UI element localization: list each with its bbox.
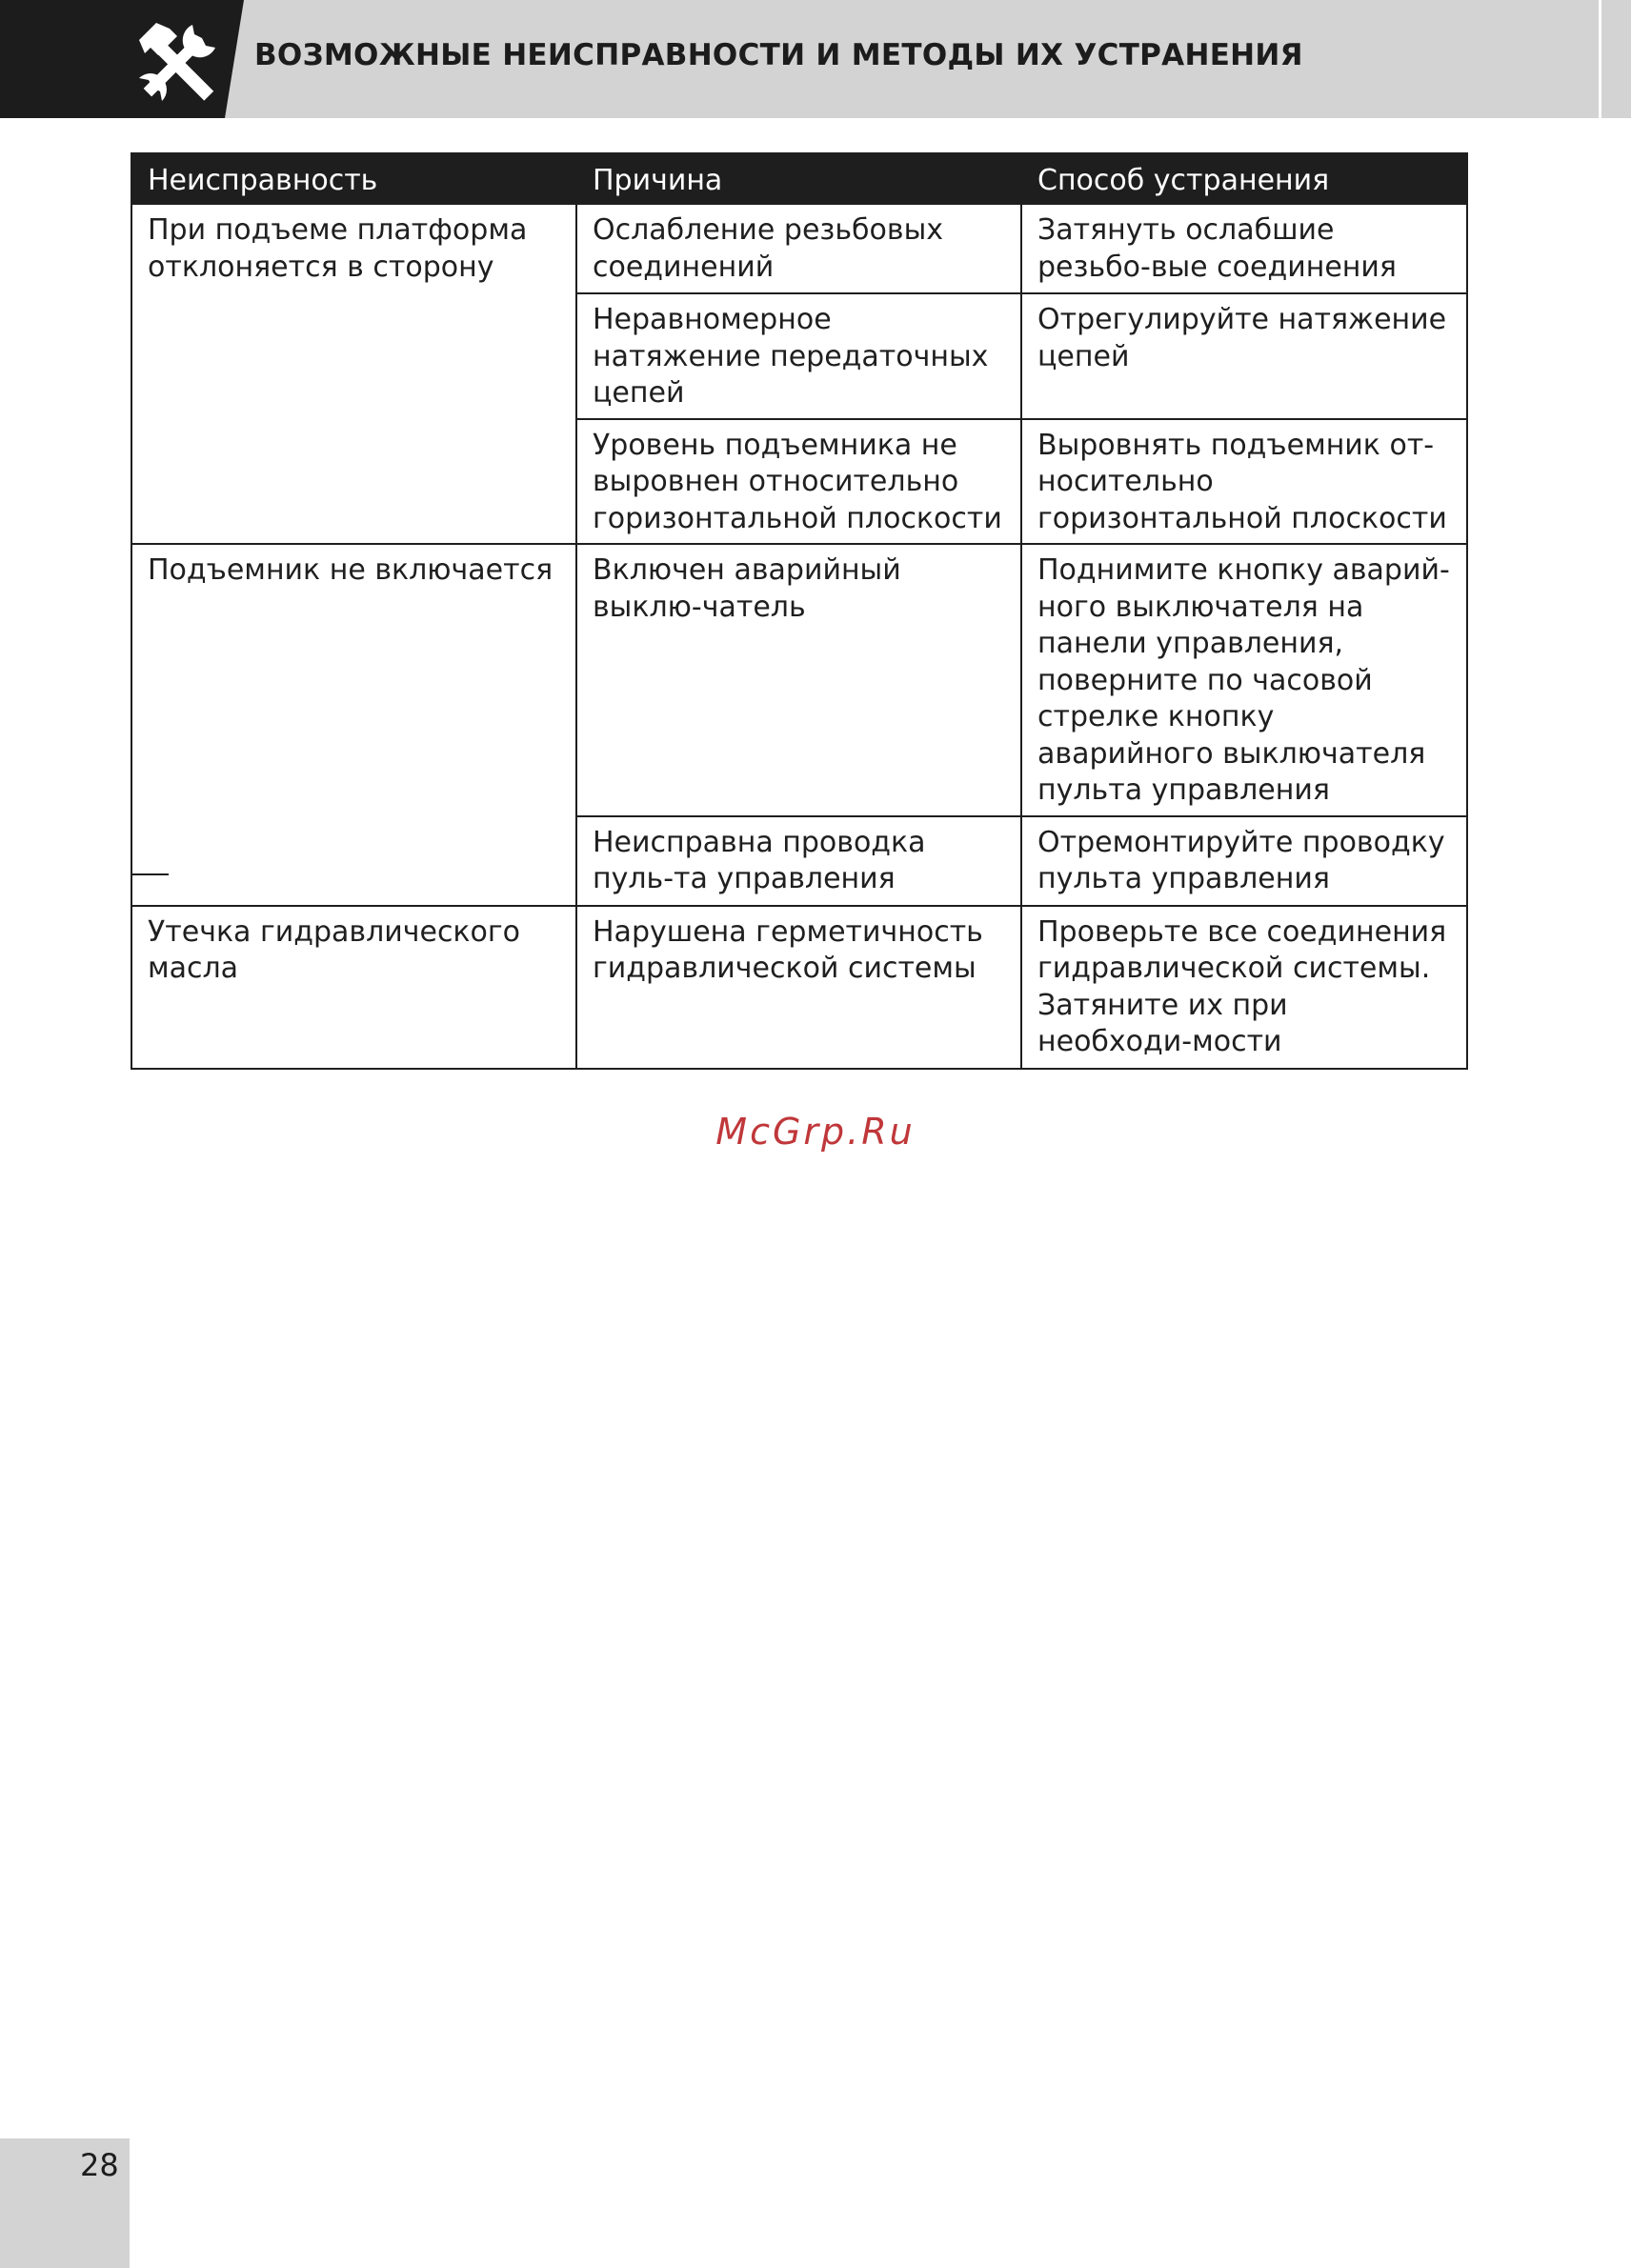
page-title: ВОЗМОЖНЫЕ НЕИСПРАВНОСТИ И МЕТОДЫ ИХ УСТРАНЕНИЯ bbox=[254, 38, 1303, 72]
remedy-cell: Отремонтируйте проводку пульта управления bbox=[1021, 816, 1467, 906]
remedy-cell: Затянуть ослабшие резьбо-вые соединения bbox=[1021, 204, 1467, 293]
cause-cell: Включен аварийный выклю-чатель bbox=[576, 544, 1021, 816]
page-number: 28 bbox=[80, 2147, 119, 2183]
cause-cell: Уровень подъемника не выровнен относительно горизонтальной плоскости bbox=[576, 419, 1021, 545]
fault-cell: Утечка гидравлического масла bbox=[131, 906, 576, 1069]
header-icon-block bbox=[0, 0, 244, 118]
fault-cell: Подъемник не включается bbox=[131, 544, 576, 906]
column-header-fault: Неисправность bbox=[131, 153, 576, 204]
cause-cell: Нарушена герметичность гидравлической системы bbox=[576, 906, 1021, 1069]
fault-cell: При подъеме платформа отклоняется в сторону bbox=[131, 204, 576, 544]
cause-cell: Ослабление резьбовых соединений bbox=[576, 204, 1021, 293]
watermark: McGrp.Ru bbox=[715, 1111, 916, 1153]
remedy-cell: Поднимите кнопку аварий-ного выключателя на панели управления, поверните по часовой стрелке кнопку аварийного выключателя пульта управления bbox=[1021, 544, 1467, 816]
column-header-cause: Причина bbox=[576, 153, 1021, 204]
cause-cell: Неравномерное натяжение передаточных цепей bbox=[576, 293, 1021, 419]
table-row bbox=[131, 204, 1467, 293]
table-row bbox=[131, 906, 1467, 1069]
column-header-remedy: Способ устранения bbox=[1021, 153, 1467, 204]
cause-cell: Неисправна проводка пуль-та управления bbox=[576, 816, 1021, 906]
hammer-wrench-icon bbox=[133, 19, 221, 107]
remedy-cell: Проверьте все соединения гидравлической системы. Затяните их при необходи-мости bbox=[1021, 906, 1467, 1069]
remedy-cell: Отрегулируйте натяжение цепей bbox=[1021, 293, 1467, 419]
table-header-row bbox=[131, 153, 1467, 204]
row-divider-stub bbox=[131, 873, 169, 875]
troubleshooting-table bbox=[131, 152, 1468, 1070]
remedy-cell: Выровнять подъемник от-носительно горизонтальной плоскости bbox=[1021, 419, 1467, 545]
table-row bbox=[131, 544, 1467, 816]
header-divider bbox=[1599, 0, 1601, 118]
